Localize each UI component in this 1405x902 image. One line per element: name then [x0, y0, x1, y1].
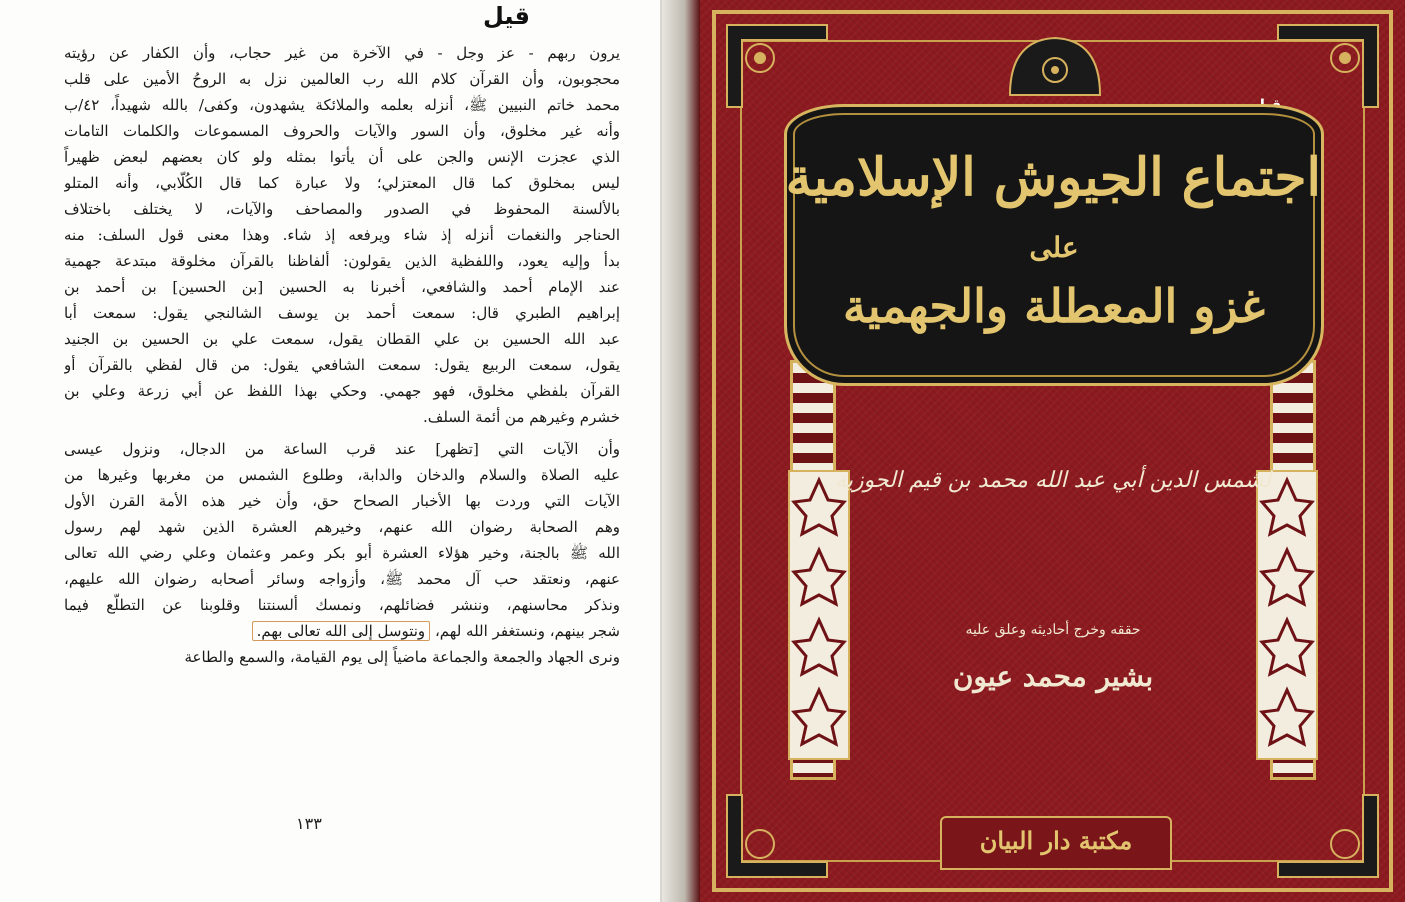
text-line: وأن الآيات التي [تظهر] عند قرب الساعة من الدجال، ونزول عيسى — [64, 440, 620, 458]
text-line: محمد خاتم النبيين ﷺ، أنزله بعلمه والملائكة يشهدون، وكفى/ بالله شهيداً، ٤٢/ب — [64, 96, 620, 114]
text-line: إبراهيم الطبري قال: سمعت أحمد بن يوسف الشالنجي يقول: سمعت أبا — [64, 304, 620, 322]
star-pattern-icon — [1256, 470, 1318, 760]
text-line: الحناجر والنغمات أنزله إذ شاء ويرفعه إذ شاء. وهذا معنى قول السلف: منه — [64, 226, 620, 244]
text-line: القرآن بلفظي مخلوق، فهو جهمي. وحكي بهذا اللفظ عن أبي زرعة وعلي بن — [64, 382, 620, 400]
text-line: عليه الصلاة والسلام والدخان والدابة، وطلوع الشمس من مغربها وغيرها من — [64, 466, 620, 484]
text-line: ليس بمخلوق كما قال المعتزلي؛ ولا عبارة كما قال الكُلّابي، وأنه المتلو — [64, 174, 620, 192]
paragraph-1 — [64, 40, 620, 430]
highlighted-phrase: ونتوسل إلى الله تعالى بهم. — [252, 621, 431, 641]
author-name: لشمس الدين أبي عبد الله محمد بن قيم الجوزية — [835, 468, 1271, 493]
editor-credit: حققه وخرج أحاديثه وعلق عليه — [965, 622, 1141, 638]
publisher-plate — [940, 816, 1172, 870]
page-number: ١٣٣ — [296, 814, 322, 833]
top-ornament-icon — [1000, 30, 1110, 100]
star-pattern-icon — [788, 470, 850, 760]
text-line: يرون ربهم - عز وجل - في الآخرة من غير حجاب، وأن الكفار عن رؤيته — [64, 44, 620, 62]
corner-ornament-icon — [1273, 790, 1383, 882]
book-cover — [700, 0, 1405, 902]
editor-name: بشير محمد عيون — [952, 660, 1154, 693]
body-text — [64, 40, 620, 670]
corner-ornament-icon — [722, 790, 832, 882]
text-line: عبد الله الحسين بن علي القطان يقول، سمعت علي بن الحسين بن الجنيد — [64, 330, 620, 348]
text-line: الله ﷺ بالجنة، وخير هؤلاء العشرة أبو بكر وعمر وعثمان وعلي رضي الله تعالى — [64, 544, 620, 562]
text-line-before-highlight: شجر بينهم، ونستغفر الله لهم، — [434, 622, 620, 640]
book-title: اجتماع الجيوش الإسلامية — [785, 147, 1321, 208]
book-gutter — [662, 0, 700, 902]
text-line-last: ونرى الجهاد والجمعة والجماعة ماضياً إلى يوم القيامة، والسمع والطاعة — [184, 648, 620, 666]
text-line: محجوبون، وأن القرآن كلام الله رب العالمين نزل به الروحُ الأمين على قلب — [64, 70, 620, 88]
title-panel — [784, 104, 1324, 386]
text-line: عند الإمام أحمد والشافعي، أخبرنا به الحسين [بن الحسين] بن أحمد بن — [64, 278, 620, 296]
text-line: خشرم وغيرهم من أئمة السلف. — [423, 408, 620, 426]
text-line: عنهم، ونعتقد حب آل محمد ﷺ، وأزواجه وسائر أصحابه رضوان الله عليهم، — [64, 570, 620, 588]
text-line: الآيات التي وردت بها الأخبار الصحاح حق، وأن خير هذه الأمة القرن الأول — [64, 492, 620, 510]
text-line: بالألسنة المحفوظ في الصدور والمصاحف والآيات، لا يختلف باختلاف — [64, 200, 620, 218]
text-line-highlighted — [64, 618, 620, 644]
text-line: بدأ وإليه يعود، واللفظية الذين يقولون: ألفاظنا بالقرآن مخلوقة مبتدعة جهمية — [64, 252, 620, 270]
text-page — [0, 0, 662, 902]
text-line: يقول، سمعت الربيع يقول: سمعت الشافعي يقول: من قال لفظي بالقرآن أو — [64, 356, 620, 374]
publisher-name: مكتبة دار البيان — [979, 826, 1133, 855]
book-subtitle: غزو المعطلة والجهمية — [843, 279, 1265, 333]
corner-ornament-icon — [722, 20, 832, 112]
corner-ornament-icon — [1273, 20, 1383, 112]
page-label: قيل — [483, 2, 530, 30]
text-line: وهم الصحابة رضوان الله عنهم، وخيرهم العشرة الذين شهد لهم رسول — [64, 518, 620, 536]
text-line: الذي عجزت الإنس والجن على أن يأتوا بمثله ولو كان بعضهم لبعض ظهيراً — [64, 148, 620, 166]
book-title-connector: على — [1029, 231, 1079, 264]
text-line: ونذكر محاسنهم، وننشر فضائلهم، ونمسك ألسنتنا وقلوبنا عن التطلّع فيما — [64, 596, 620, 614]
paragraph-2 — [64, 436, 620, 618]
text-line: وأنه غير مخلوق، وأن السور والآيات والحروف المسموعات والكلمات التامات — [64, 122, 620, 140]
